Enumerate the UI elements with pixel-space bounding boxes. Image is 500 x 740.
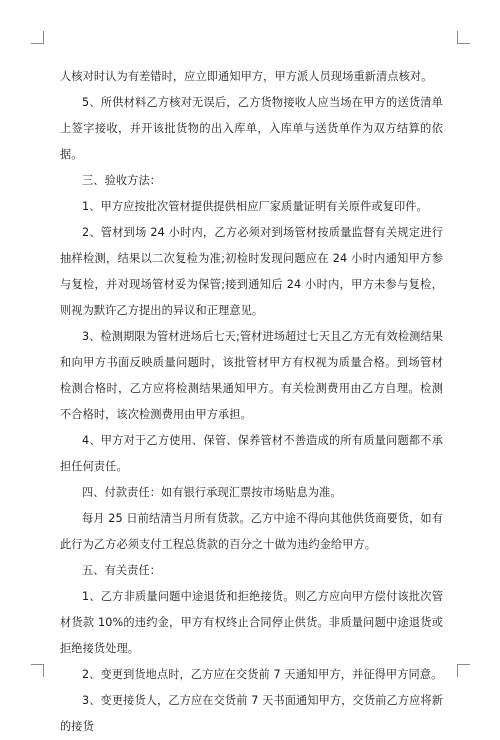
section-heading: 四、付款责任：如有银行承现汇票按市场贴息为准。 (82, 486, 342, 499)
paragraph: 5、所供材料乙方核对无误后，乙方货物接收人应当场在甲方的送货清单上签字接收，并开该批货物的出入库单，入库单与送货单作为双方结算的依据。 (60, 96, 443, 161)
paragraph: 1、乙方非质量问题中途退货和拒绝接货。则乙方应向甲方偿付该批次管材货款 10%的违约金，甲方有权终止合同停止供货。非质量问题中途退货或拒绝接货处理。 (60, 590, 443, 655)
section-heading: 五、有关责任： (82, 564, 162, 577)
paragraph: 人核对时认为有差错时，应立即通知甲方，甲方派人员现场重新清点核对。 (60, 70, 433, 83)
document-body (60, 64, 443, 740)
margin-corner-top-right (457, 31, 470, 44)
margin-corner-bottom-left (31, 664, 44, 677)
paragraph: 1、甲方应按批次管材提供提供相应厂家质量证明有关原件或复印件。 (82, 200, 428, 213)
section-heading: 三、验收方法： (82, 174, 162, 187)
paragraph: 每月 25 日前结清当月所有货款。乙方中途不得向其他供货商要货，如有此行为乙方必须支付工程总货款的百分之十做为违约金给甲方。 (60, 512, 443, 551)
margin-corner-top-left (31, 31, 44, 44)
paragraph: 4、甲方对于乙方使用、保管、保养管材不善造成的所有质量问题都不承担任何责任。 (60, 434, 443, 473)
paragraph: 3、检测期限为管材进场后七天;管材进场超过七天且乙方无有效检测结果和向甲方书面反映质量问题时，该批管材甲方有权视为质量合格。到场管材检测合格时，乙方应将检测结果通知甲方。有关检测费用由乙方自理。检测不合格时，该次检测费用由甲方承担。 (60, 330, 444, 421)
paragraph: 3、变更接货人，乙方应在交货前 7 天书面通知甲方，交货前乙方应将新的接货 (60, 694, 443, 733)
margin-corner-bottom-right (457, 664, 470, 677)
paragraph: 2、管材到场 24 小时内，乙方必须对到场管材按质量监督有关规定进行抽样检测，结果以二次复检为准;初检时发现问题应在 24 小时内通知甲方参与复检，并对现场管材妥为保管;接到通知后 24 小时内，甲方未参与复检，则视为默许乙方提出的异议和正理意见。 (60, 226, 443, 317)
paragraph: 2、变更到货地点时，乙方应在交货前 7 天通知甲方，并征得甲方同意。 (82, 668, 443, 681)
